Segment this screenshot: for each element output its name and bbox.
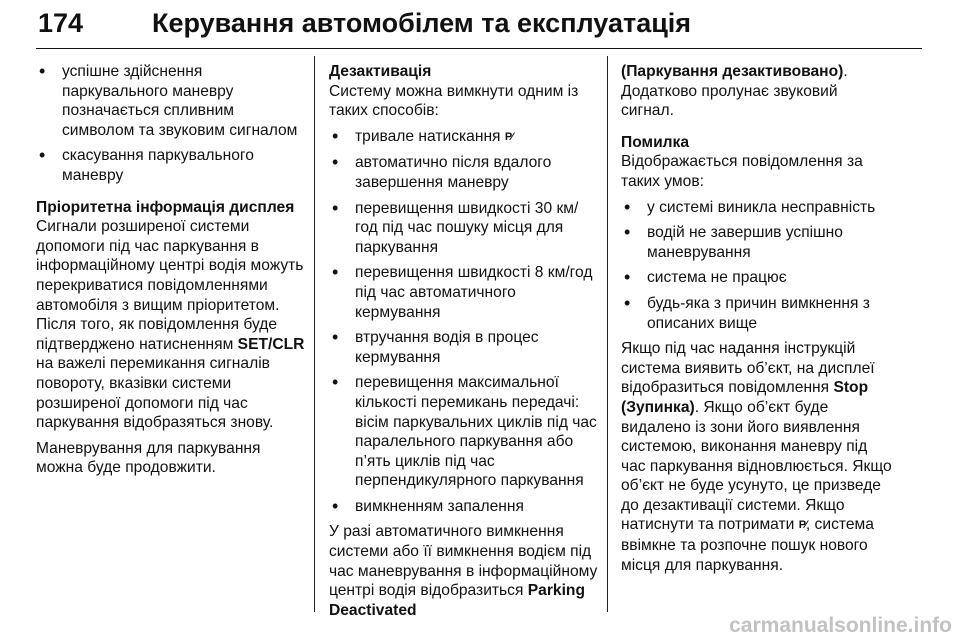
parking-assist-icon: P⁄ [798,519,806,532]
parking-deactivated-translation: (Паркування дезактивовано) [621,63,844,80]
list-item: • перевищення швидкості 8 км/год під час автоматичного кермування [329,263,601,322]
page-number: 174 [38,8,84,38]
list-item: • система не працює [621,268,893,288]
page-header [36,0,922,52]
list-item: • будь-яка з причин вимкнення з описаних вище [621,294,893,333]
paragraph: Маневрування для паркування можна буде продовжити. [36,439,261,477]
column-divider-1 [314,56,315,612]
column-divider-2 [607,56,608,612]
section-heading-deactivation: Дезактивація [329,63,432,80]
set-clr-label: SET/CLR [237,335,305,353]
parking-deactivated-message: Parking Deactivated [329,582,585,619]
paragraph: Відображається повідомлення за таких умов: [621,153,863,190]
list-item: • успішне здійснення паркувального маневру позначається спливним символом та звуковим сигналом [36,62,308,140]
list-item: • вимкненням запалення [329,497,601,517]
list-item: • перевищення максимальної кількості перемикань передачі: вісім паркувальних циклів під час паралельного паркування або п’ять циклів під час перпендикулярного паркування [329,373,601,491]
watermark: carmanualsonline.info [729,614,952,637]
column-1 [36,62,308,484]
page-title: Керування автомобілем та експлуатація [152,8,692,38]
section-heading-error: Помилка [621,133,690,151]
paragraph: У разі автоматичного вимкнення системи або її вимкнення водієм під час маневрування в інформаційному центрі водія відобразиться Parking Deactivated [329,523,598,619]
list-item: • тривале натискання P⁄ [329,127,601,148]
paragraph: Якщо під час надання інструкцій система виявить об’єкт, на дисплеї відобразиться повідомлення Stop (Зупинка). Якщо об’єкт буде видалено із зони його виявлення системою, виконання маневру під час паркування відновлюється. Якщо об’єкт не буде усунуто, це призведе до дезактивації системи. Якщо натиснути та потримати P⁄, система ввімкне та розпочне пошук нового місця для паркування. [621,340,892,574]
list-item: • перевищення швидкості 30 км/год під час пошуку місця для паркування [329,199,601,258]
list-item: • водій не завершив успішно маневрування [621,223,893,262]
list-item: • у системі виникла несправність [621,198,893,218]
paragraph: (Паркування дезактивовано). Додатково пролунає звуковий сигнал. [621,63,848,120]
list-item: • втручання водія в процес кермування [329,328,601,367]
section-heading-display-priority: Пріоритетна інформація дисплея [36,198,295,216]
parking-assist-icon: P⁄ [504,130,513,143]
paragraph: Систему можна вимкнути одним із таких способів: [329,82,579,120]
list-item: • автоматично після вдалого завершення маневру [329,153,601,192]
header-divider [36,48,922,49]
stop-message: Stop (Зупинка) [621,379,869,416]
column-3 [621,62,893,581]
list-item: • скасування паркувального маневру [36,146,308,185]
column-2 [329,62,601,626]
paragraph: Сигнали розширеної системи допомоги під час паркування в інформаційному центрі водія можуть перекриватися повідомленнями автомобіля з вищим пріоритетом. Після того, як повідомлення буде підтверджено натисненням SET/CLR на важелі перемикання сигналів повороту, вказівки системи розширеної допомоги під час паркування відобразяться знову. [36,218,305,432]
